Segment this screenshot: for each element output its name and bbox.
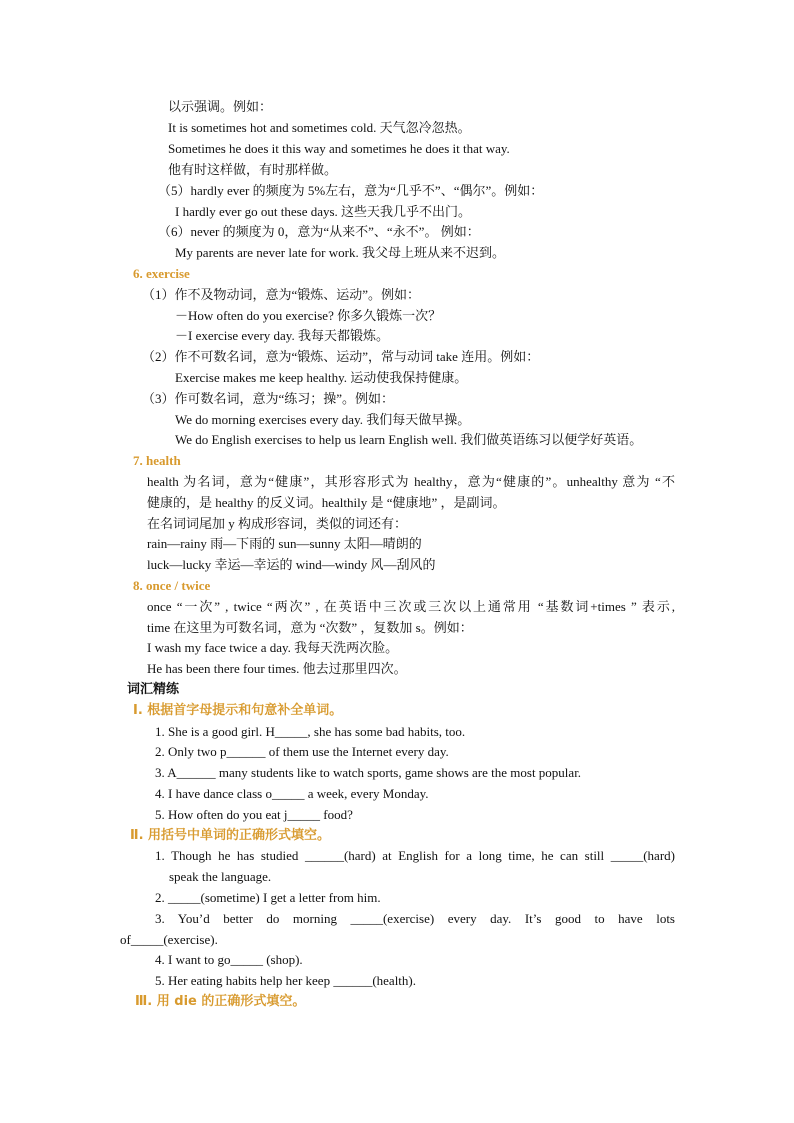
text-line: （1）作不及物动词，意为“锻炼、运动”。例如： (142, 287, 421, 302)
exercise-question: 2. Only two p______ of them use the Internet every day. (155, 744, 449, 759)
text-line: －I exercise every day. 我每天都锻炼。 (175, 328, 389, 343)
exercise-question-cont: speak the language. (169, 869, 272, 884)
exercise-question: 1. She is a good girl. H_____, she has some bad habits, too. (155, 724, 466, 739)
text-line: （6）never 的频度为 0，意为“从来不”、“永不”。 例如： (158, 224, 480, 239)
exercise-question: 1. Though he has studied ______(hard) at English for a long time, he can still _____(hard) (155, 848, 675, 863)
text-line: once “一次” , twice “两次” , 在英语中三次或三次以上通常用 “基数词+times ” 表示, (147, 599, 675, 614)
text-line: He has been there four times. 他去过那里四次。 (147, 661, 407, 676)
text-line: health 为名词，意为“健康”，其形容形式为 healthy，意为“健康的”。unhealthy 意为 “不 (147, 474, 675, 489)
exercise-section-heading: Ⅰ. 根据首字母提示和句意补全单词。 (133, 703, 343, 718)
text-line: －How often do you exercise? 你多久锻炼一次？ (175, 308, 442, 323)
section-heading: 7. health (133, 453, 181, 468)
text-line: Sometimes he does it this way and sometimes he does it that way. (168, 141, 510, 156)
text-line: luck—lucky 幸运—幸运的 wind—windy 风—刮风的 (147, 557, 436, 572)
text-line: （5）hardly ever 的频度为 5%左右，意为“几乎不”、“偶尔”。例如： (158, 183, 544, 198)
text-line: Exercise makes me keep healthy. 运动使我保持健康。 (175, 370, 468, 385)
text-line: I wash my face twice a day. 我每天洗两次脸。 (147, 640, 399, 655)
text-line: （2）作不可数名词，意为“锻炼、运动”，常与动词 take 连用。例如： (142, 349, 540, 364)
text-line: 在名词词尾加 y 构成形容词，类似的词还有： (147, 516, 408, 531)
exercise-section-heading: Ⅱ. 用括号中单词的正确形式填空。 (130, 828, 331, 843)
exercise-title: 词汇精练 (127, 682, 180, 697)
text-line: rain—rainy 雨—下雨的 sun—sunny 太阳—晴朗的 (147, 536, 422, 551)
exercise-question: 2. _____(sometime) I get a letter from him. (155, 890, 381, 905)
text-line: I hardly ever go out these days. 这些天我几乎不出门。 (175, 204, 472, 219)
exercise-question: 3. A______ many students like to watch sports, game shows are the most popular. (155, 765, 582, 780)
exercise-section-heading: Ⅲ. 用 die 的正确形式填空。 (135, 994, 306, 1009)
exercise-question: 5. How often do you eat j_____ food? (155, 807, 353, 822)
exercise-question: 4. I have dance class o_____ a week, every Monday. (155, 786, 429, 801)
text-line: （3）作可数名词，意为“练习；操”。例如： (142, 391, 395, 406)
exercise-question: 4. I want to go_____ (shop). (155, 952, 303, 967)
text-line: 健康的，是 healthy 的反义词。healthily 是 “健康地” ，是副词。 (147, 495, 506, 510)
section-heading: 8. once / twice (133, 578, 211, 593)
text-line: We do morning exercises every day. 我们每天做早操。 (175, 412, 471, 427)
text-line: It is sometimes hot and sometimes cold. 天气忽冷忽热。 (168, 120, 471, 135)
text-line: 他有时这样做，有时那样做。 (168, 162, 338, 177)
text-line: My parents are never late for work. 我父母上班从来不迟到。 (175, 245, 505, 260)
exercise-question: 5. Her eating habits help her keep ______(health). (155, 973, 416, 988)
text-line: 以示强调。例如： (168, 99, 273, 114)
exercise-question-cont: of_____(exercise). (120, 932, 218, 947)
text-line: time 在这里为可数名词，意为 “次数” ，复数加 s。例如： (147, 620, 473, 635)
exercise-question: 3. You’d better do morning _____(exercise) every day. It’s good to have lots (155, 911, 675, 926)
text-line: We do English exercises to help us learn English well. 我们做英语练习以便学好英语。 (175, 432, 643, 447)
section-heading: 6. exercise (133, 266, 190, 281)
